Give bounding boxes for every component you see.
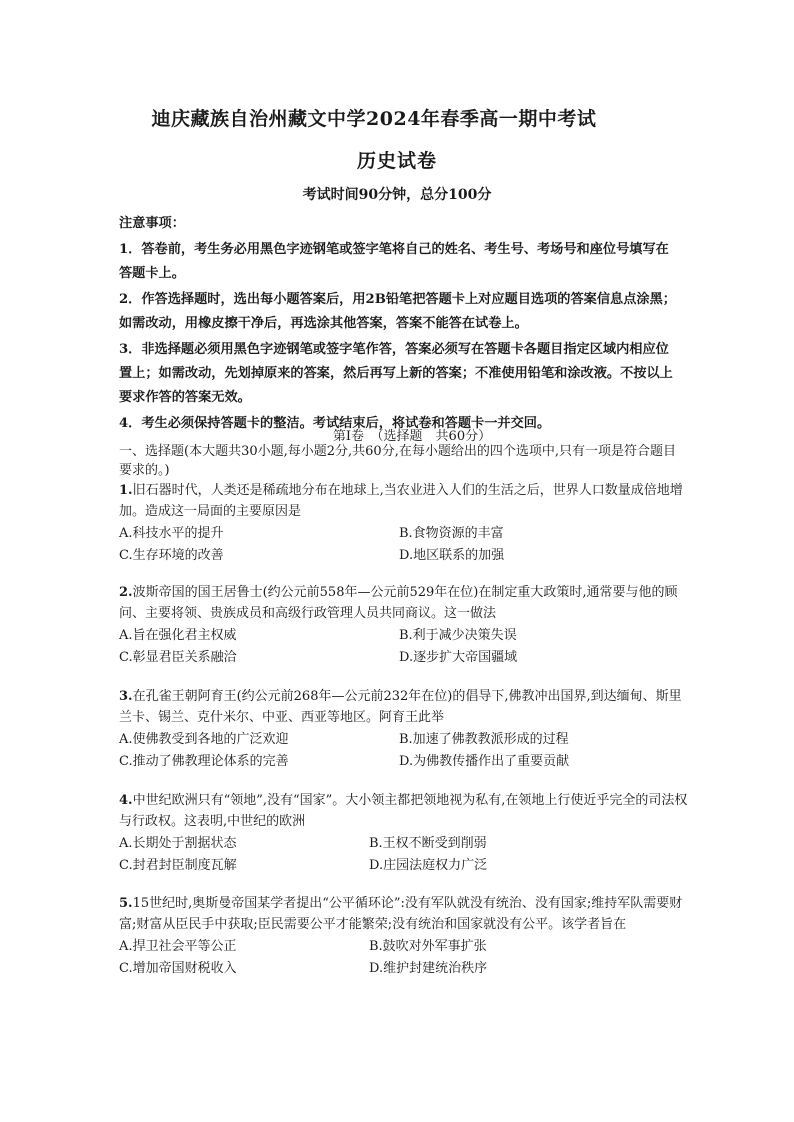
option-c: C.封君封臣制度瓦解 (119, 858, 237, 873)
option-d: D.维护封建统治秩序 (369, 961, 488, 976)
option-b: B.利于减少决策失误 (399, 628, 517, 643)
exam-info: 考试时间90分钟，总分100分 (302, 187, 492, 203)
question-number: 4. (119, 793, 133, 808)
question-2 (119, 582, 689, 669)
option-b: B.食物资源的丰富 (399, 526, 504, 541)
option-b: B.加速了佛教教派形成的过程 (399, 732, 569, 747)
option-a: A.捍卫社会平等公正 (119, 939, 237, 954)
question-stem (119, 686, 689, 728)
question-text: 15世纪时,奥斯曼帝国某学者提出“公平循环论”:没有军队就没有统治、没有国家;维持军队需要财富;财富从臣民手中获取;臣民需要公平才能繁荣;没有统治和国家就没有公平。该学者旨在 (119, 896, 683, 932)
option-a: A.长期处于割据状态 (119, 836, 237, 851)
option-a: A.旨在强化君主权威 (119, 628, 237, 643)
question-text: 中世纪欧洲只有“领地”,没有“国家”。大小领主都把领地视为私有,在领地上行使近乎完全的司法权与行政权。这表明,中世纪的欧洲 (119, 793, 688, 829)
option-b: B.鼓吹对外军事扩张 (369, 939, 487, 954)
option-d: D.为佛教传播作出了重要贡献 (399, 754, 570, 769)
question-stem (119, 790, 689, 832)
notes-block (119, 212, 679, 438)
question-number: 2. (119, 585, 133, 600)
question-text: 旧石器时代，人类还是稀疏地分布在地球上,当农业进入人们的生活之后，世界人口数量成倍地增加。造成这一局面的主要原因是 (119, 483, 683, 519)
question-stem (119, 893, 689, 935)
question-3 (119, 686, 689, 773)
option-d: D.逐步扩大帝国疆域 (399, 650, 518, 665)
notes-item: 3．非选择题必须用黑色字迹钢笔或签字笔作答，答案必须写在答题卡各题目指定区域内相应位置上；如需改动，先划掉原来的答案，然后再写上新的答案；不准使用铅笔和涂改液。不按以上要求作答的答案无效。 (119, 342, 673, 405)
option-b: B.王权不断受到削弱 (369, 836, 487, 851)
question-5 (119, 893, 689, 980)
question-text: 波斯帝国的国王居鲁士(约公元前558年—公元前529年在位)在制定重大政策时,通常要与他的顾问、主要将领、贵族成员和高级行政管理人员共同商议。这一做法 (119, 585, 678, 621)
notes-item: 4．考生必须保持答题卡的整洁。考试结束后，将试卷和答题卡一并交回。 (119, 416, 551, 431)
question-text: 在孔雀王朝阿育王(约公元前268年—公元前232年在位)的倡导下,佛教冲出国界,到达缅甸、斯里兰卡、锡兰、克什米尔、中亚、西亚等地区。阿育王此举 (119, 689, 682, 725)
notes-item: 2．作答选择题时，选出每小题答案后，用2B铅笔把答题卡上对应题目选项的答案信息点涂黑；如需改动，用橡皮擦干净后，再选涂其他答案，答案不能答在试卷上。 (119, 292, 676, 331)
option-c: C.增加帝国财税收入 (119, 961, 237, 976)
question-1 (119, 480, 689, 567)
exam-title: 迪庆藏族自治州藏文中学2024年春季高一期中考试 (151, 108, 597, 130)
section-intro: 一、选择题(本大题共30小题,每小题2分,共60分,在每小题给出的四个选项中,只有一项是符合题目要求的。) (119, 444, 676, 478)
question-stem (119, 480, 689, 522)
option-d: D.庄园法庭权力广泛 (369, 858, 488, 873)
option-c: C.生存环境的改善 (119, 548, 224, 563)
option-a: A.使佛教受到各地的广泛欢迎 (119, 732, 289, 747)
exam-subject: 历史试卷 (356, 150, 437, 172)
section-title: 第Ⅰ卷 （选择题 共60分） (332, 429, 492, 444)
notes-item: 1．答卷前，考生务必用黑色字迹钢笔或签字笔将自己的姓名、考生号、考场号和座位号填写在答题卡上。 (119, 242, 669, 281)
question-stem (119, 582, 689, 624)
option-c: C.推动了佛教理论体系的完善 (119, 754, 289, 769)
question-number: 5. (119, 896, 133, 911)
question-number: 3. (119, 689, 133, 704)
question-4 (119, 790, 689, 877)
option-d: D.地区联系的加强 (399, 548, 505, 563)
option-a: A.科技水平的提升 (119, 526, 224, 541)
notes-heading: 注意事项： (119, 216, 185, 231)
option-c: C.彰显君臣关系融洽 (119, 650, 237, 665)
question-number: 1. (119, 483, 133, 498)
